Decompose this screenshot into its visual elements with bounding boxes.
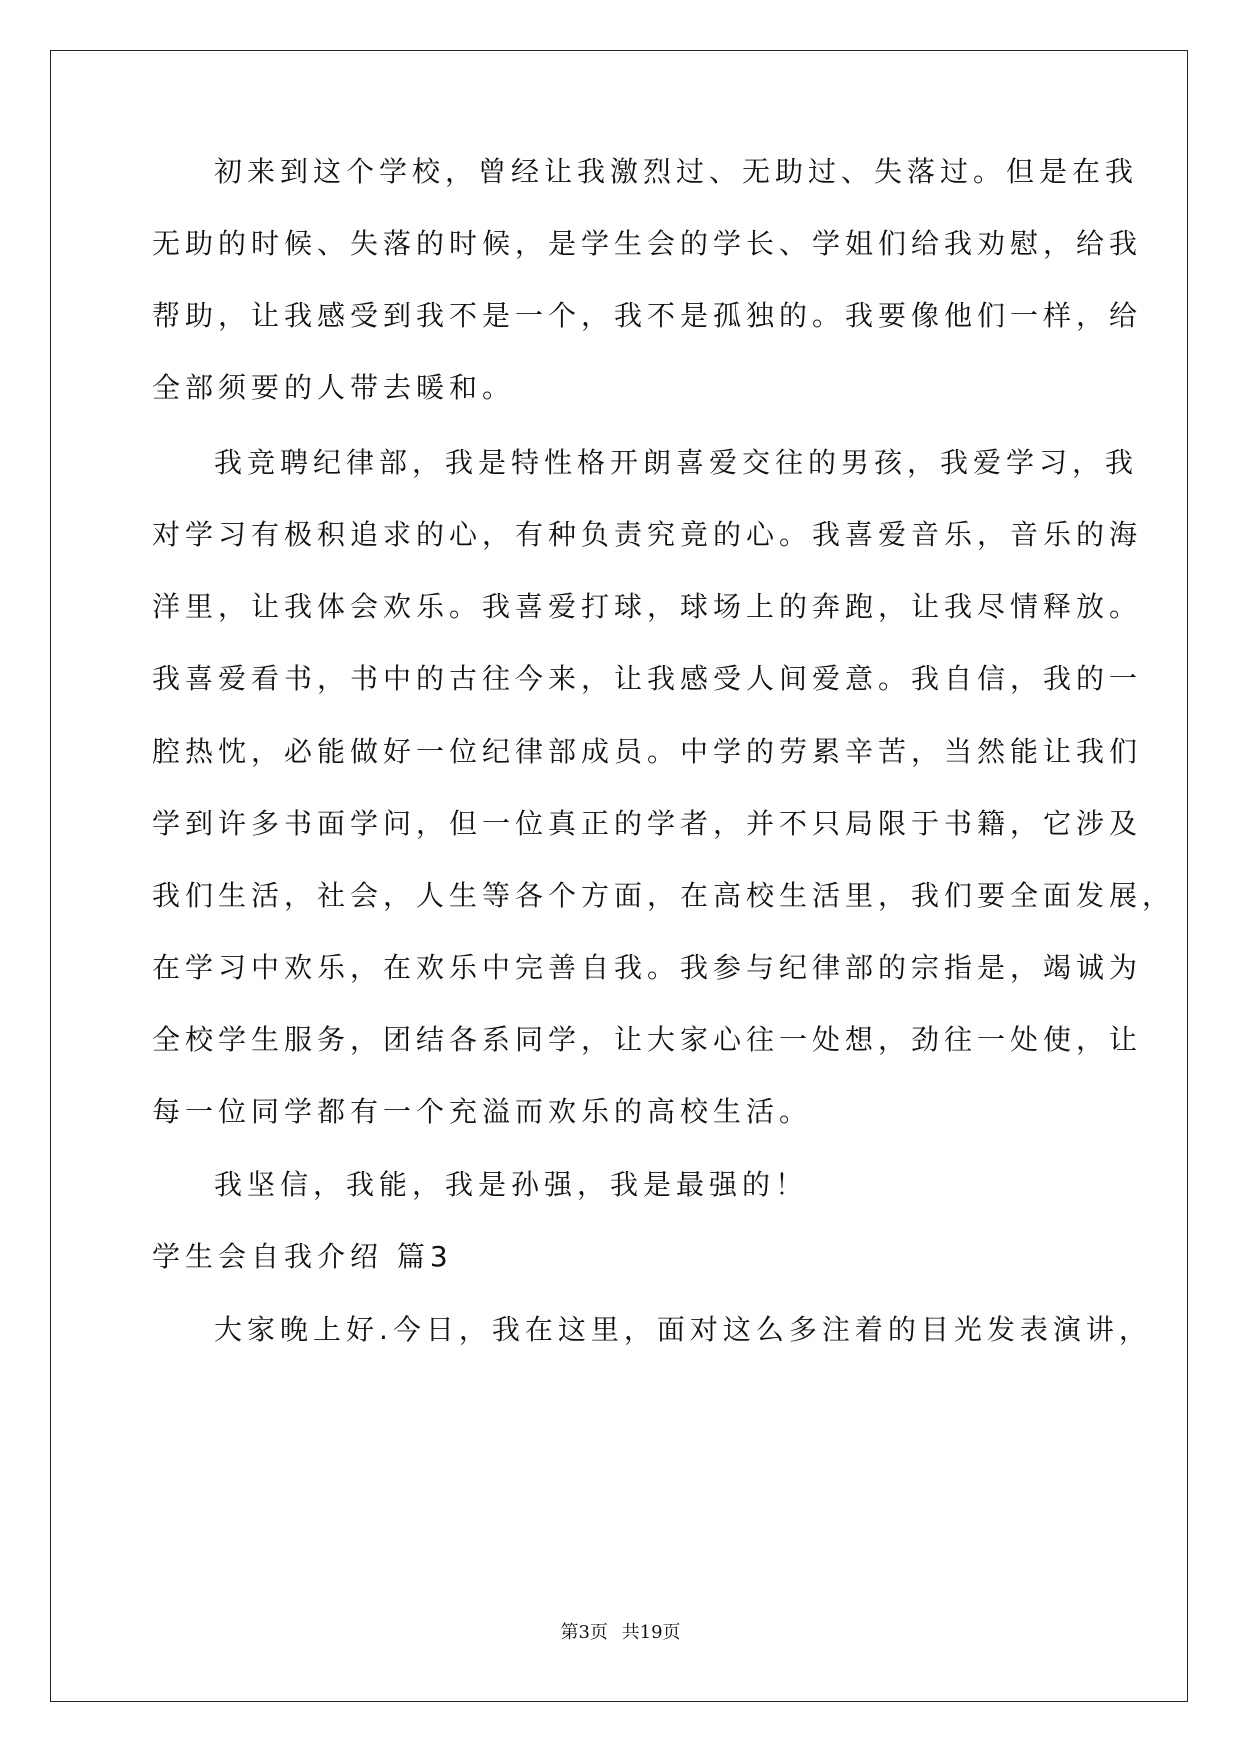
section-heading: 学生会自我介绍 篇3 [152, 1240, 453, 1273]
paragraph-line: 全部须要的人带去暖和。 [152, 371, 516, 404]
page-number: 第3页 [560, 1622, 608, 1643]
paragraph-line: 我竞聘纪律部，我是特性格开朗喜爱交往的男孩，我爱学习，我 [214, 446, 1139, 479]
paragraph-line: 我们生活，社会，人生等各个方面，在高校生活里，我们要全面发展， [152, 879, 1176, 912]
paragraph-line: 无助的时候、失落的时候，是学生会的学长、学姐们给我劝慰，给我 [152, 227, 1143, 260]
paragraph-line: 我坚信，我能，我是孙强，我是最强的！ [214, 1168, 809, 1201]
paragraph-line: 在学习中欢乐，在欢乐中完善自我。我参与纪律部的宗指是，竭诚为 [152, 951, 1143, 984]
paragraph-line: 大家晚上好.今日，我在这里，面对这么多注着的目光发表演讲， [214, 1313, 1152, 1346]
paragraph-line: 我喜爱看书，书中的古往今来，让我感受人间爱意。我自信，我的一 [152, 662, 1143, 695]
paragraph-line: 全校学生服务，团结各系同学，让大家心往一处想，劲往一处使，让 [152, 1023, 1143, 1056]
paragraph-line: 对学习有极积追求的心，有种负责究竟的心。我喜爱音乐，音乐的海 [152, 518, 1143, 551]
paragraph-line: 腔热忱，必能做好一位纪律部成员。中学的劳累辛苦，当然能让我们 [152, 735, 1143, 768]
paragraph-line: 每一位同学都有一个充溢而欢乐的高校生活。 [152, 1095, 813, 1128]
paragraph-line: 初来到这个学校，曾经让我激烈过、无助过、失落过。但是在我 [214, 155, 1139, 188]
page-total: 共19页 [621, 1622, 681, 1643]
page-footer [0, 1618, 1241, 1644]
paragraph-line: 洋里，让我体会欢乐。我喜爱打球，球场上的奔跑，让我尽情释放。 [152, 590, 1143, 623]
paragraph-line: 学到许多书面学问，但一位真正的学者，并不只局限于书籍，它涉及 [152, 807, 1143, 840]
paragraph-line: 帮助，让我感受到我不是一个，我不是孤独的。我要像他们一样，给 [152, 299, 1143, 332]
page-border [50, 50, 1188, 1702]
